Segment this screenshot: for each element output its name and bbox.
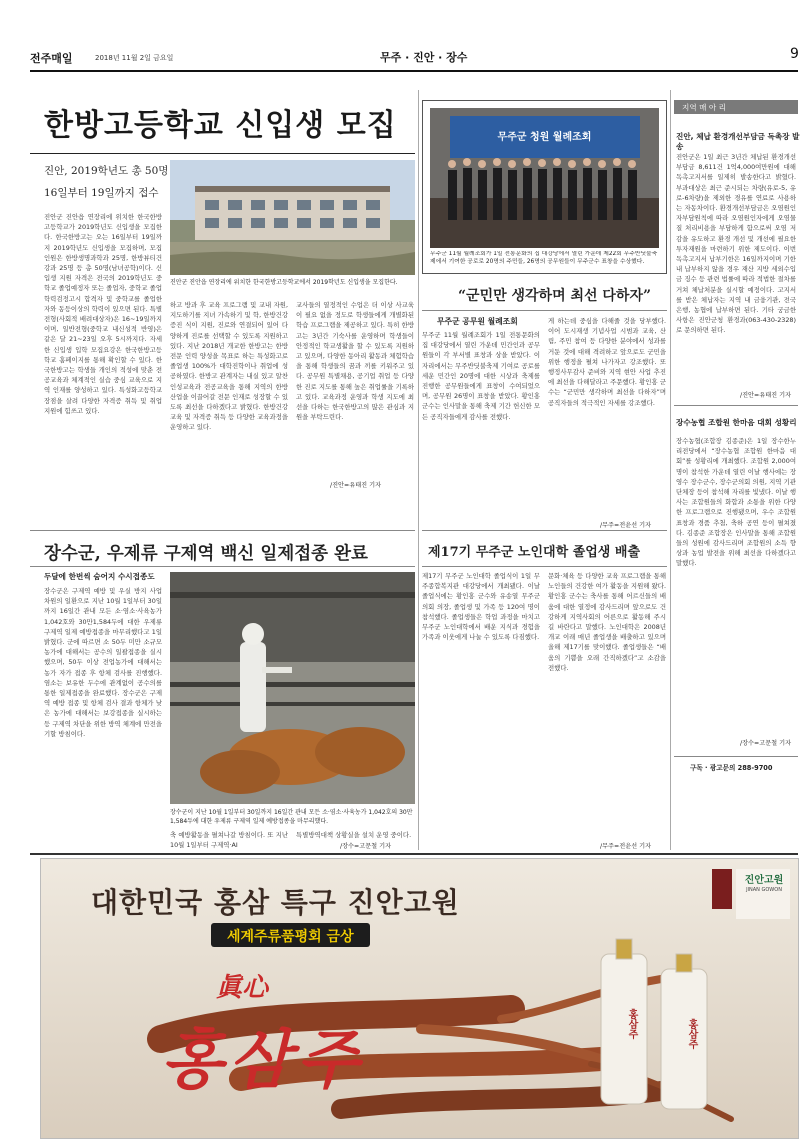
- ad-calligraphy-small: 眞心: [216, 973, 269, 1003]
- page-number: 9: [790, 46, 799, 62]
- ad-bottle-label-1: 홍삼주: [626, 1009, 637, 1039]
- article1-caption: 진안군 진안읍 연장리에 위치한 한국한방고등학교에서 2019학년도 신입생을 모집한다.: [170, 279, 398, 286]
- issue-date: 2018년 11월 2일 금요일: [95, 54, 174, 62]
- section-title: 무주 · 진안 · 장수: [380, 51, 468, 64]
- ceremony-photo: [430, 108, 659, 248]
- column-body2: 장수농협(조합장 김종준)은 1일 장수한누리전당에서 “장수농협 조합원 한마음 대회”를 성황리에 개최했다. 조합원 2,000여 명이 참석한 가운데 열린 이날 행사에는 장영수 장수군수, 장수군의회 의원, 지역 기관단체장 등이 참석해 자리를 빛냈다. 이날 행사는 조합원들의 화합과 소통을 위한 다양한 프로그램으로 진행됐으며, 우수 조합원 표창과 경품 추첨, 축하 공연 등이 펼쳐졌다. 김종준 조합장은 인사말을 통해 조합원들의 성원에 감사드리며 조합원의 소득 향상과 농업 발전을 위해 최선을 다하겠다고 말했다.: [676, 437, 796, 568]
- column-tag-text: 지역 매 아 리: [682, 103, 726, 112]
- article1-subhead: [44, 160, 169, 204]
- school-photo: [170, 160, 415, 275]
- article4-byline: /무주=전윤선 기자: [600, 843, 652, 850]
- ad-brand-name: 진안고원: [744, 875, 784, 886]
- article3-col2: 축 예방활동을 펼쳐나갈 방침이다. 또 지난 10월 1일부터 구제역·AI: [170, 831, 288, 850]
- ad-award-badge: [211, 923, 370, 947]
- article3-byline: /장수=고문철 기자: [340, 843, 392, 850]
- ad-bottle-label-2: 홍삼주: [686, 1019, 697, 1049]
- article1-col2: 하고 방과 후 교육 프로그램 및 교내 자원, 지도하기를 지녀 가속하기 및 학, 한방건강 증진 식이 지원, 진로와 연결되어 있어 다양하게 진로를 선택할 수 있도록 지원하고 있다. 지난 2018년 개교한 한방고는 한방 전문 인력 양성을 목표로 하는 특성화고로 졸업생 100%가 대학진학이나 취업에 성공하였다. 한방고 관계자는 내실 있고 알찬 인성교육과 전공교육을 통해 지역의 한방 산업을 이끌어갈 전문 인재로 성장할 수 있도록 최선을 다하겠다고 밝혔다. 한방건강교육 및 자격증 취득 등 다양한 교육과정을 운영하고 있다.: [170, 301, 288, 432]
- paper-name: 전주매일: [30, 52, 73, 65]
- article3-caption: 장수군이 지난 10월 1일부터 30일까지 16일간 관내 모든 소·염소·사육농가 1,042호의 30만1,584두에 대한 우제류 구제역 일제 예방접종을 마무리했다.: [170, 809, 413, 825]
- article2-byline: /무주=전윤선 기자: [600, 522, 652, 529]
- ad-brand-name-en: JINAN GOWON: [746, 887, 782, 893]
- vaccination-photo: [170, 572, 415, 804]
- ceremony-photo-frame: [422, 100, 667, 274]
- column-headline2: 장수농협 조합원 한마음 대회 성황리: [676, 418, 797, 427]
- article1-col1: 진안군 진안읍 연장리에 위치한 한국한방고등학교가 2019학년도 신입생을 모집한다. 한국한방고는 오는 16일부터 19일까지 2019학년도 신입생을 모집하며, 모집인원은 한방생명과학과 25명, 한방뷰티건강과 25명 등 총 50명(남녀공학)이다. 신입생 지원 자격은 전국의 2019학년도 중학교 졸업예정자 또는 졸업자, 중학교 졸업학력검정고시 합격자 및 중학교를 졸업한자와 동등이상의 학력이 있으면 된다. 특별전형(사회적 배려대상자)은 16~19일까지이며, 일반전형(중학교 내신성적 반영)은 같은 달 21~23일 오후 5시까지다. 자세한 신입생 입학 모집요강은 한국한방고등학교 홈페이지를 통해 확인할 수 있다. 한국한방고는 학생들 개인의 적성에 맞춘 전공교육과 체계적인 실습 중심 교육으로 지역 인재를 양성하고 있다. 특성화고등학교 장점을 살려 다양한 자격증 취득 및 취업 지원에 힘쓰고 있다.: [44, 213, 162, 415]
- ad-headline: 대한민국 홍삼 특구 진안고원: [91, 886, 460, 919]
- article2-section-title: 무주군 공무원 월례조회: [437, 317, 518, 326]
- column-byline2: /장수=고문철 기자: [740, 740, 792, 747]
- article4-col1: 제17기 무주군 노인대학 졸업식이 1일 무주종합복지관 대강당에서 개최됐다. 이날 졸업식에는 황인홍 군수와 유송열 무주군의회 의장, 졸업생 및 가족 등 120여 명이 참석했다. 졸업생들은 학업 과정을 마치고 무주군 노인대학에서 배운 지식과 경험을 가족과 이웃에게 나눌 수 있도록 다짐했다.: [422, 572, 540, 642]
- article4-col2: 문화·체육 등 다양한 교육 프로그램을 통해 노인들의 건강한 여가 활동을 지원해 왔다. 황인홍 군수는 축사를 통해 어르신들의 배움에 대한 열정에 감사드리며 앞으로도 건강하게 지역사회의 어른으로 활동해 주시길 바란다고 말했다. 노인대학은 2008년 개교 이래 매년 졸업생을 배출하고 있으며 올해 제17기를 맞이했다. 졸업생들은 “배움의 기쁨을 오래 간직하겠다”고 소감을 전했다.: [548, 572, 666, 672]
- article1-headline: 한방고등학교 신입생 모집: [44, 108, 397, 143]
- ad-award-text: 세계주류품평회 금상: [227, 929, 354, 945]
- article2-col2: 게 하는데 중심을 다해줄 것을 당부했다. 이어 도시재생 기념사업 시범과 교육, 산림, 주민 참여 등 다양한 분야에서 성과를 거둔 것에 대해 격려하고 앞으로도 군민을 위한 행정을 펼쳐 나가자고 강조했다. 또 행정사무감사 준비와 지역 현안 사업 추진에 최선을 다해달라고 주문했다. 황인홍 군수는 “군민만 생각하며 최선을 다하자”며 공직자들의 적극적인 자세를 강조했다.: [548, 317, 666, 407]
- column-tag: [674, 100, 798, 114]
- article4-headline: 제17기 무주군 노인대학 졸업생 배출: [428, 545, 641, 560]
- article2-caption: 무주군 11월 월례조회가 1일 전통문화의 집 대강당에서 열린 가운데 제22회 무주반딧불축제에서 기여한 공로로 20명의 주민들, 26명의 공무원들이 무주군수 표창을 수상했다.: [430, 251, 658, 265]
- article1-byline: /진안=유태진 기자: [330, 482, 382, 489]
- subscription-info: 구독 · 광고문의 288-9700: [690, 764, 773, 772]
- article3-headline: 장수군, 우제류 구제역 백신 일제접종 완료: [44, 544, 368, 564]
- masthead: [30, 44, 799, 68]
- article2-pullquote: “군민만 생각하며 최선 다하자”: [458, 288, 652, 304]
- column-headline1: 진안, 체납 환경개선부담금 독촉장 발송: [676, 132, 800, 151]
- article3-col1: 장수군은 구제역 예방 및 우실 방지 사업 차원의 일환으로 지난 10월 1일부터 30일까지 16일간 관내 모든 소·염소·사육농가 1,042호와 30만1,584두에 대한 우제류 구제역 일제 예방접종을 마무리했다고 1일 밝혔다. 군에 따르면 소 50두 미만 소규모 농가에 대해서는 공수의 일괄접종을 실시했으며, 50두 이상 전업농가에 대해서는 농가 자가 접종 후 항체 검사를 진행했다. 염소는 보유한 두수에 관계없이 공수의를 통한 일제접종을 완료했다. 장수군은 구제역 예방 접종 및 항체 검사 결과 항체가 낮은 농가에 대해서는 보강접종을 실시하는 등 구제역 차단을 위한 방역 체계에 만전을 기할 방침이다.: [44, 587, 162, 738]
- column-body1: 진안군은 1일 최근 3년간 체납된 환경개선부담금 8,611건 1억4,000여만원에 대해 독촉고지서를 일제히 발송한다고 밝혔다. 부과대상은 최근 준시되는 차량(유로-5, 유로-6차량)을 제외한 경유를 연료로 사용하는 자동차이다. 환경개선부담금은 오염원인자부담원칙에 따라 오염원인자에게 오염물질 처리비용을 부담하게 함으로써 오염 저감을 유도하고 환경 개선 및 개선에 필요한 투자재원을 마련하기 위한 제도이다. 이번 독촉고지서 납부기한은 16일까지이며 기한 내 납부하지 않을 경우 재산 지방 세외수입금 징수 등 관련 법률에 따라 적법한 절차를 거쳐 체납처분을 실시할 예정이다. 고지서를 받은 체납자는 지역 내 금융기관, 전국 은행, 농협에 납부하면 된다. 기타 궁금한 사항은 진안군청 환경과(063-430-2328)로 문의하면 된다.: [676, 153, 796, 335]
- header-rule: [30, 70, 798, 72]
- article1-subhead-line2: 16일부터 19일까지 접수: [44, 187, 159, 199]
- ceremony-photo-banner: 무주군 청원 월례조회: [497, 132, 592, 143]
- ad-calligraphy-big: 홍삼주: [161, 1023, 365, 1098]
- column-byline1: /진안=유태진 기자: [740, 392, 792, 399]
- ginseng-ad: [40, 858, 799, 1139]
- ad-brand-logo: [733, 871, 795, 893]
- article3-section-title: 두달에 한번씩 숨어지 수시접종도: [44, 572, 155, 581]
- article3-col3: 특별방역대책 상황실을 설치 운영 중이다.: [296, 831, 412, 839]
- article1-subhead-line1: 진안, 2019학년도 총 50명: [44, 165, 169, 177]
- article2-col1: 무주군 11월 월례조회가 1일 전통문화의 집 대강당에서 열린 가운데 민간인과 공무원들이 각 부서별 표창과 상을 받았다. 이 자리에서는 무주반딧불축제 기여로 공로를 세운 민간인 20명에 대한 시상과 축제를 진행한 공무원들에게 표창이 수여되었으며, 공무원 26명이 표창을 받았다. 황인홍 군수는 인사말을 통해 축제 기간 헌신한 모든 공직자들에게 감사를 전했다.: [422, 331, 540, 421]
- article1-col3: 교사들의 열정적인 수업은 더 이상 사교육이 필요 없을 정도로 학생들에게 개별화된 학습 프로그램을 제공하고 있다. 특히 한방고는 3년간 기숙사를 운영하며 학생들이 안정적인 학교생활을 할 수 있도록 지원하고 있으며, 다양한 동아리 활동과 체험학습을 통해 학생들의 꿈과 끼를 키워주고 있다. 공무원 특별채용, 공기업 취업 등 다양한 진로 지도를 통해 높은 취업률을 기록하고 있다. 교육과정 운영과 학생 지도에 최선을 다하는 한국한방고의 많은 관심과 지원을 부탁드린다.: [296, 301, 414, 422]
